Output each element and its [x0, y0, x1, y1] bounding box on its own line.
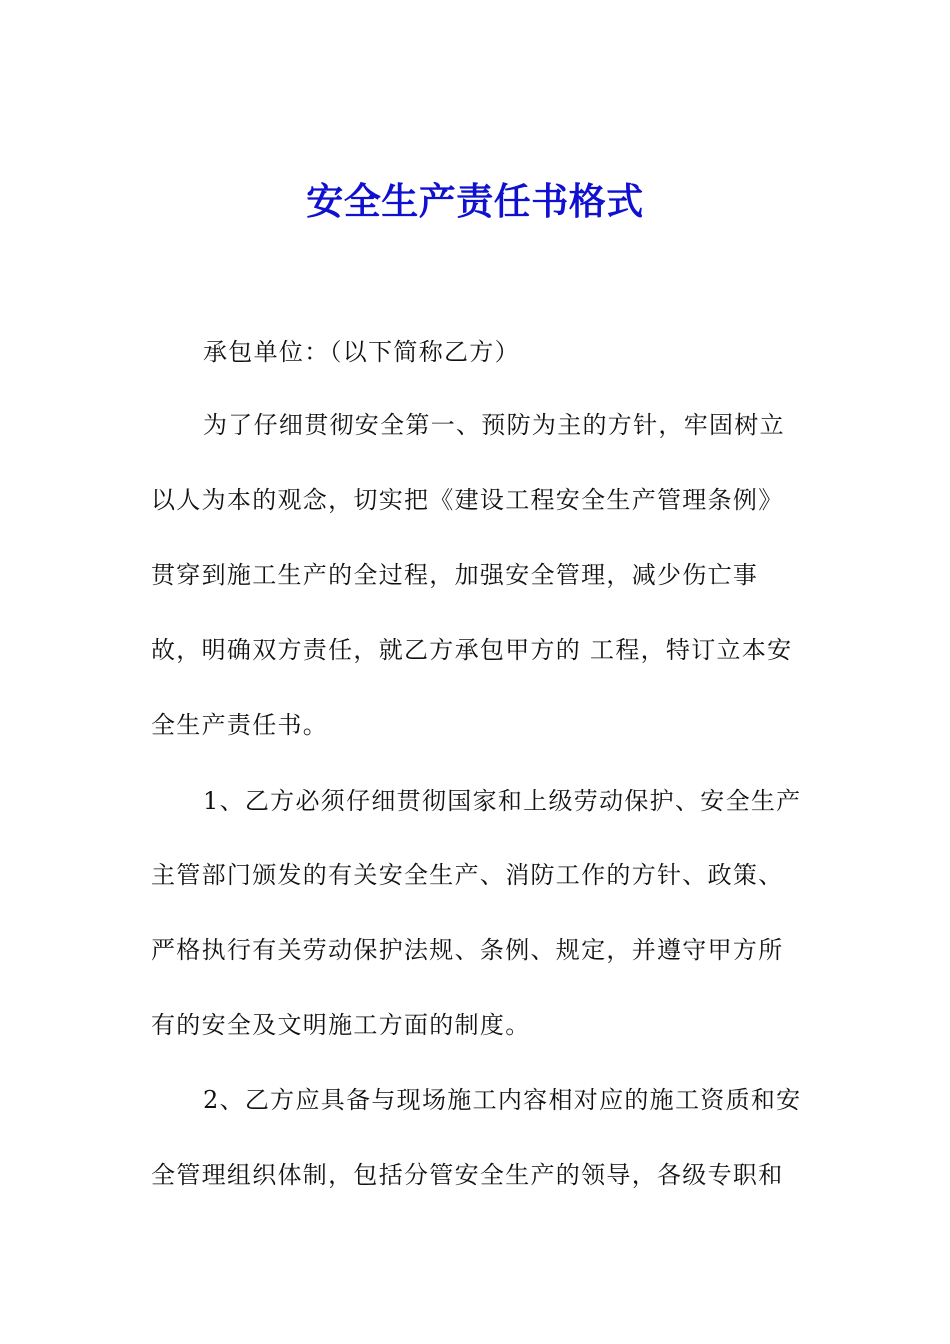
text-line: 为了仔细贯彻安全第一、预防为主的方针，牢固树立 — [203, 411, 785, 439]
text-line: 1、乙方必须仔细贯彻国家和上级劳动保护、安全生产 — [203, 787, 802, 815]
text-line: 2、乙方应具备与现场施工内容相对应的施工资质和安 — [203, 1086, 802, 1114]
text-line: 承包单位：（以下简称乙方） — [203, 338, 520, 366]
text-line: 主管部门颁发的有关安全生产、消防工作的方针、政策、 — [151, 861, 784, 889]
text-line: 全管理组织体制，包括分管安全生产的领导，各级专职和 — [151, 1161, 784, 1189]
text-line: 贯穿到施工生产的全过程，加强安全管理，减少伤亡事 — [151, 561, 759, 589]
text-line: 以人为本的观念，切实把《建设工程安全生产管理条例》 — [151, 486, 784, 514]
text-line: 全生产责任书。 — [151, 711, 329, 739]
text-line: 严格执行有关劳动保护法规、条例、规定，并遵守甲方所 — [151, 936, 784, 964]
text-line: 有的安全及文明施工方面的制度。 — [151, 1011, 531, 1039]
text-line: 故，明确双方责任，就乙方承包甲方的 工程，特订立本安 — [151, 636, 793, 664]
document-title: 安全生产责任书格式 — [306, 179, 644, 223]
